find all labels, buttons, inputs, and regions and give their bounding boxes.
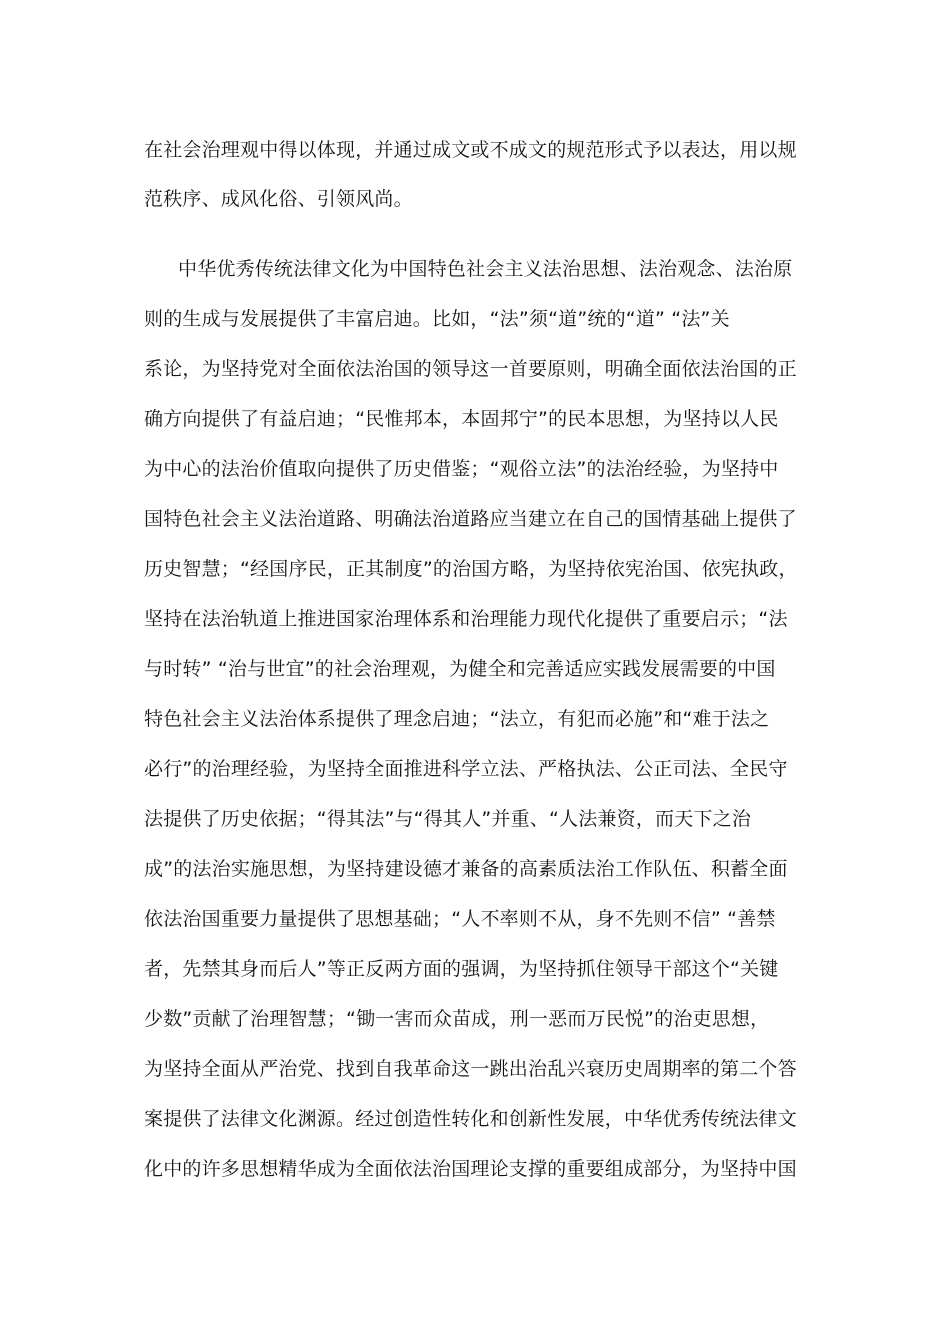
paragraph-2-line-12: 法提供了历史依据；“得其法”与“得其人”并重、“人法兼资，而天下之治 <box>144 808 752 830</box>
paragraph-2-line-13: 成”的法治实施思想，为坚持建设德才兼备的高素质法治工作队伍、积蓄全面 <box>144 858 788 880</box>
paragraph-2-line-6: 国特色社会主义法治道路、明确法治道路应当建立在自己的国情基础上提供了 <box>144 508 797 530</box>
paragraph-1-line-2: 范秩序、成风化俗、引领风尚。 <box>144 188 413 210</box>
paragraph-2-line-5: 为中心的法治价值取向提供了历史借鉴；“观俗立法”的法治经验，为坚持中 <box>144 458 779 480</box>
paragraph-2-line-9: 与时转” “治与世宜”的社会治理观，为健全和完善适应实践发展需要的中国 <box>144 658 776 680</box>
paragraph-2-line-11: 必行”的治理经验，为坚持全面推进科学立法、严格执法、公正司法、全民守 <box>144 758 788 780</box>
paragraph-2-line-7: 历史智慧；“经国序民，正其制度”的治国方略，为坚持依宪治国、依宪执政， <box>144 558 798 580</box>
paragraph-2-line-1: 中华优秀传统法律文化为中国特色社会主义法治思想、法治观念、法治原 <box>178 258 793 280</box>
paragraph-1-line-1: 在社会治理观中得以体现，并通过成文或不成文的规范形式予以表达，用以规 <box>144 139 797 161</box>
paragraph-2-line-18: 案提供了法律文化渊源。经过创造性转化和创新性发展，中华优秀传统法律文 <box>144 1108 797 1130</box>
paragraph-2-line-17: 为坚持全面从严治党、找到自我革命这一跳出治乱兴衰历史周期率的第二个答 <box>144 1058 797 1080</box>
paragraph-2-line-4: 确方向提供了有益启迪；“民惟邦本，本固邦宁”的民本思想，为坚持以人民 <box>144 408 779 430</box>
paragraph-2-line-10: 特色社会主义法治体系提供了理念启迪；“法立，有犯而必施”和“难于法之 <box>144 708 770 730</box>
paragraph-2-line-14: 依法治国重要力量提供了思想基础；“人不率则不从，身不先则不信” “善禁 <box>144 908 776 930</box>
paragraph-2-line-15: 者，先禁其身而后人”等正反两方面的强调，为坚持抓住领导干部这个“关键 <box>144 958 779 980</box>
paragraph-2-line-3: 系论，为坚持党对全面依法治国的领导这一首要原则，明确全面依法治国的正 <box>144 358 797 380</box>
paragraph-2-line-16: 少数”贡献了治理智慧；“锄一害而众苗成，刑一恶而万民悦”的治吏思想， <box>144 1008 770 1030</box>
paragraph-2-line-19: 化中的许多思想精华成为全面依法治国理论支撑的重要组成部分，为坚持中国 <box>144 1158 797 1180</box>
paragraph-2-line-8: 坚持在法治轨道上推进国家治理体系和治理能力现代化提供了重要启示；“法 <box>144 608 788 630</box>
paragraph-2-line-2: 则的生成与发展提供了丰富启迪。比如，“法”须“道”统的“道” “法”关 <box>144 308 730 330</box>
